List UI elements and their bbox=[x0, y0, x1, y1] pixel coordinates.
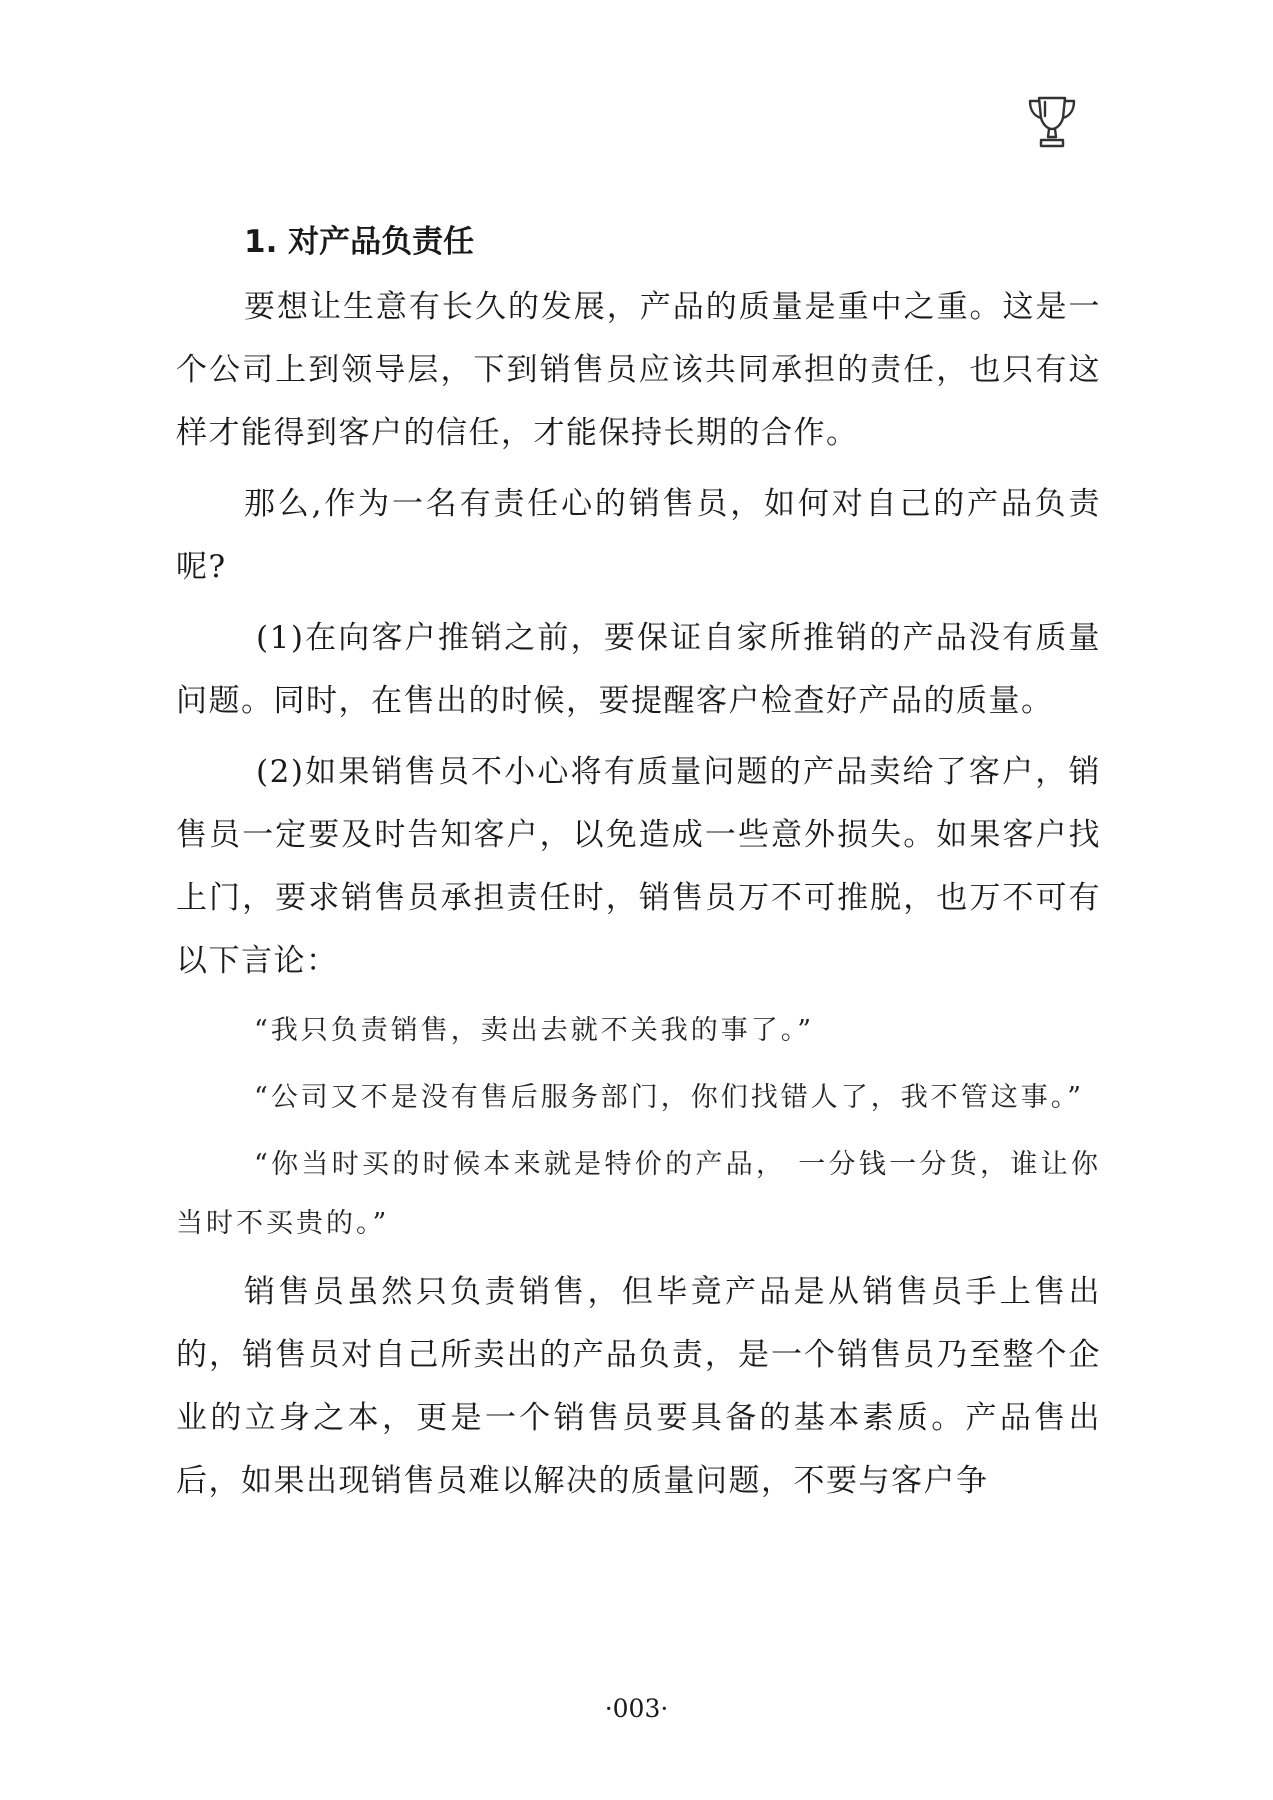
page-content bbox=[176, 212, 1101, 1521]
quote-2: “公司又不是没有售后服务部门，你们找错人了，我不管这事。” bbox=[254, 1082, 1085, 1113]
page-number: ·003· bbox=[604, 1694, 669, 1723]
paragraph-product-quality: 要想让生意有长久的发展，产品的质量是重中之重。这是一个公司上到领导层，下到销售员应该共同承担的责任，也只有这样才能得到客户的信任，才能保持长期的合作。 bbox=[176, 289, 1101, 451]
list-item-1: (1)在向客户推销之前，要保证自家所推销的产品没有质量问题。同时，在售出的时候，要提醒客户检查好产品的质量。 bbox=[176, 620, 1101, 719]
paragraph-question: 那么,作为一名有责任心的销售员，如何对自己的产品负责呢? bbox=[176, 486, 1101, 585]
list-item-2: (2)如果销售员不小心将有质量问题的产品卖给了客户，销售员一定要及时告知客户，以免造成一些意外损失。如果客户找上门，要求销售员承担责任时，销售员万不可推脱，也万不可有以下言论： bbox=[176, 754, 1101, 979]
trophy-icon bbox=[1026, 94, 1078, 150]
section-heading: 1. 对产品负责任 bbox=[244, 224, 475, 260]
quote-1: “我只负责销售，卖出去就不关我的事了。” bbox=[254, 1015, 815, 1046]
quote-3: “你当时买的时候本来就是特价的产品， 一分钱一分货，谁让你当时不买贵的。” bbox=[176, 1149, 1101, 1239]
paragraph-conclusion: 销售员虽然只负责销售，但毕竟产品是从销售员手上售出的，销售员对自己所卖出的产品负责，是一个销售员乃至整个企业的立身之本，更是一个销售员要具备的基本素质。产品售出后，如果出现销售员难以解决的质量问题，不要与客户争 bbox=[176, 1274, 1101, 1499]
